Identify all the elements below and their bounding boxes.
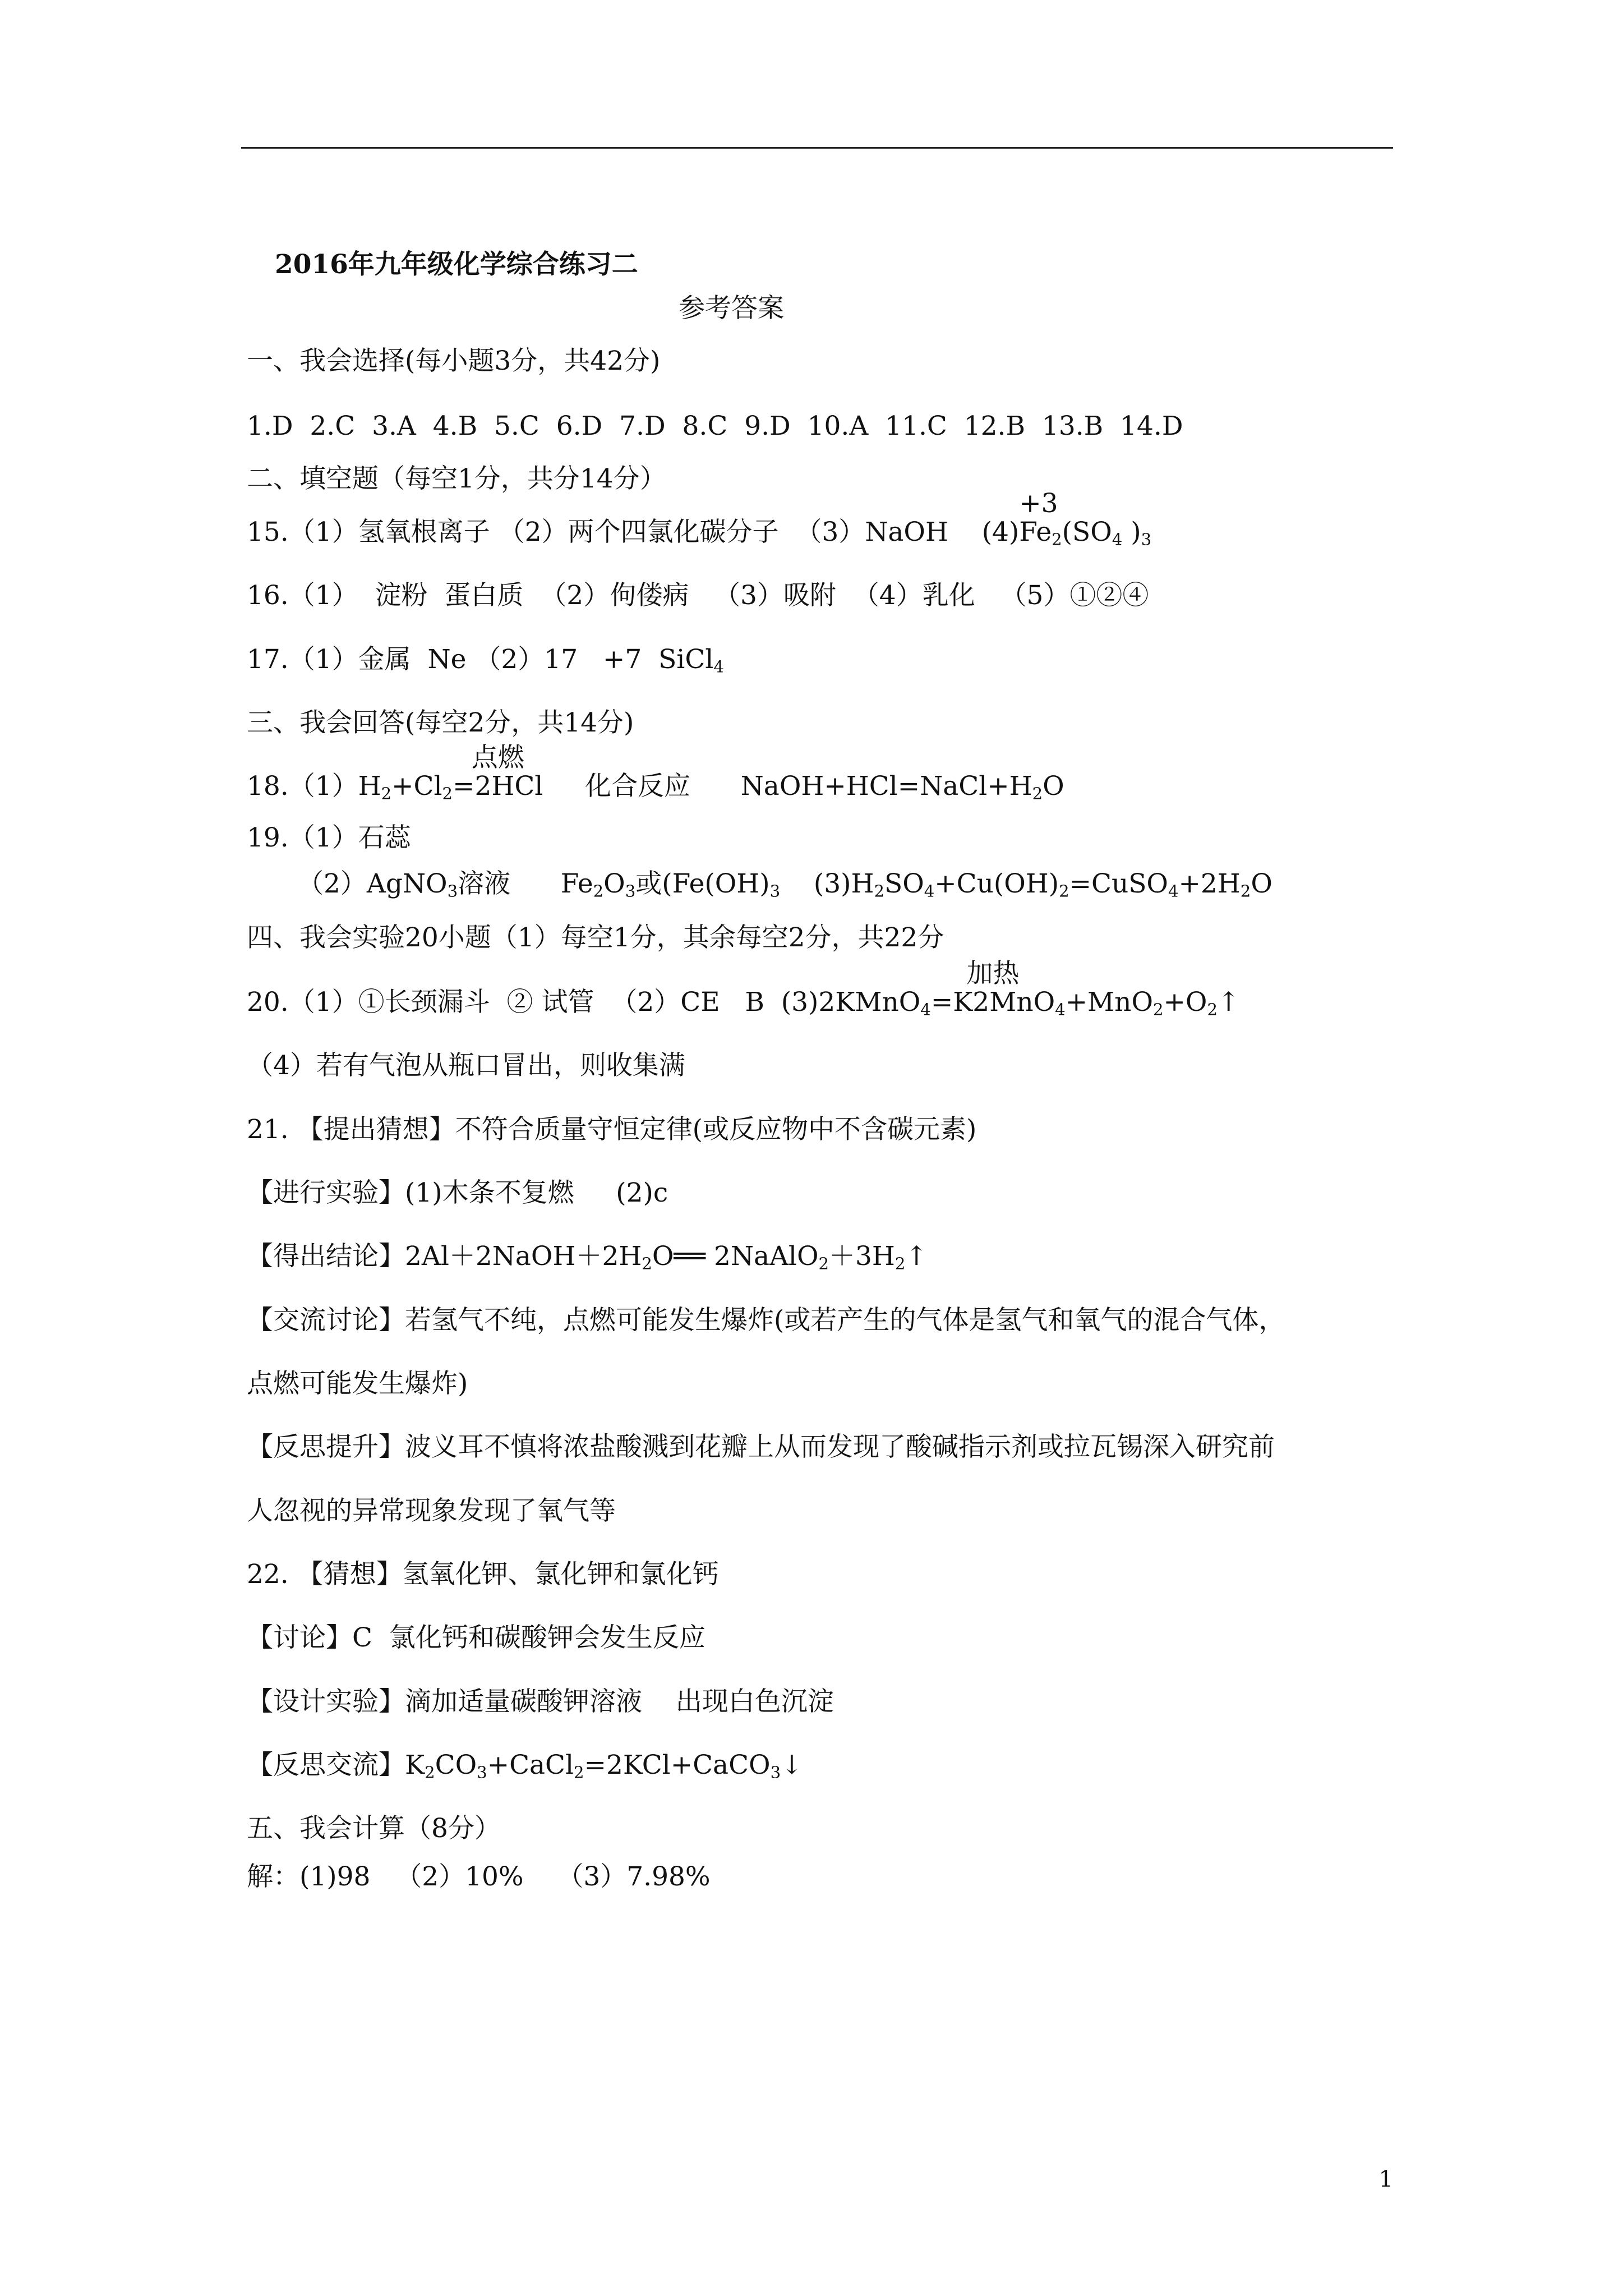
section-4-heading: 四、我会实验20小题（1）每空1分，其余每空2分，共22分 (247, 922, 944, 953)
section-1-heading: 一、我会选择(每小题3分，共42分) (247, 346, 661, 376)
section-3-heading: 三、我会回答(每空2分，共14分) (247, 707, 634, 738)
section-5-answer: 解：(1)98 （2）10% （3）7.98% (247, 1861, 711, 1892)
q22-line-1: 22. 【猜想】氢氧化钾、氯化钾和氯化钙 (247, 1559, 719, 1590)
q22-line-4: 【反思交流】$K_2CO_3+CaCl_2=2KCl+CaCO_3↓$ (247, 1750, 803, 1782)
section-1-answers: 1.D 2.C 3.A 4.B 5.C 6.D 7.D 8.C 9.D 10.A 11.C 12.B 13.B 14.D (247, 411, 1183, 441)
q21-line-3: 【得出结论】$2Al+2NaOH+2H_2O══$ $2NaAlO_2+3H_2↑$ (247, 1241, 928, 1273)
q16-line: 16.（1） 淀粉 蛋白质 （2）佝偻病 （3）吸附 （4）乳化 （5）①②④ (247, 580, 1149, 611)
q20-line: 20.（1）①长颈漏斗 ② 试管 （2）CE B (3)2KMnO$_4$ 加热 $=K2MnO_4+MnO_2+O_2↑$ (247, 958, 1240, 1019)
valence-label: +3 (1019, 488, 1058, 519)
q18-line: $18.(1)H_2+Cl_2$ 点燃 =2HCl 化合反应 $NaOH+HCl=NaCl+H_2O$ (247, 742, 1064, 803)
section-2-heading: 二、填空题（每空1分，共分14分） (247, 463, 666, 494)
q21-line-2: 【进行实验】(1)木条不复燃 (2)c (247, 1177, 668, 1208)
q22-line-3: 【设计实验】滴加适量碳酸钾溶液 出现白色沉淀 (247, 1686, 834, 1717)
q19-1-line: 19.（1）石蕊 (247, 822, 411, 853)
page-number: 1 (1378, 2166, 1393, 2192)
q15-line: 15.（1）氢氧根离子 （2）两个四氯化碳分子 （3）NaOH (4) +3 $Fe_2(SO_4$ )$_3$ (247, 488, 1152, 549)
page-title: 2016年九年级化学综合练习二 (275, 249, 638, 280)
q21-line-7: 人忽视的异常现象发现了氧气等 (247, 1496, 616, 1526)
q19-2-line: （2）AgNO$_3$溶液 $Fe_2O_3$或($Fe(OH)_3$ $(3)H_2SO_4+Cu(OH)_2=CuSO_4+2H_2O$ (297, 868, 1272, 901)
q22-line-2: 【讨论】C 氯化钙和碳酸钾会发生反应 (247, 1622, 706, 1653)
q21-line-6: 【反思提升】波义耳不慎将浓盐酸溅到花瓣上从而发现了酸碱指示剂或拉瓦锡深入研究前 (247, 1432, 1275, 1462)
q21-line-4: 【交流讨论】若氢气不纯，点燃可能发生爆炸(或若产生的气体是氢气和氧气的混合气体， (247, 1305, 1285, 1336)
q21-line-5: 点燃可能发生爆炸) (247, 1368, 468, 1399)
section-5-heading: 五、我会计算（8分） (247, 1813, 501, 1844)
q17-line: 17.（1）金属 Ne （2）17 +7 SiCl$_4$ (247, 644, 724, 677)
header-rule (241, 147, 1393, 149)
page-subtitle: 参考答案 (679, 293, 784, 324)
reaction-condition: 点燃 (471, 742, 524, 773)
q20-4-line: （4）若有气泡从瓶口冒出，则收集满 (247, 1050, 685, 1081)
q21-line-1: 21. 【提出猜想】不符合质量守恒定律(或反应物中不含碳元素) (247, 1114, 977, 1145)
reaction-condition: 加热 (966, 958, 1020, 989)
